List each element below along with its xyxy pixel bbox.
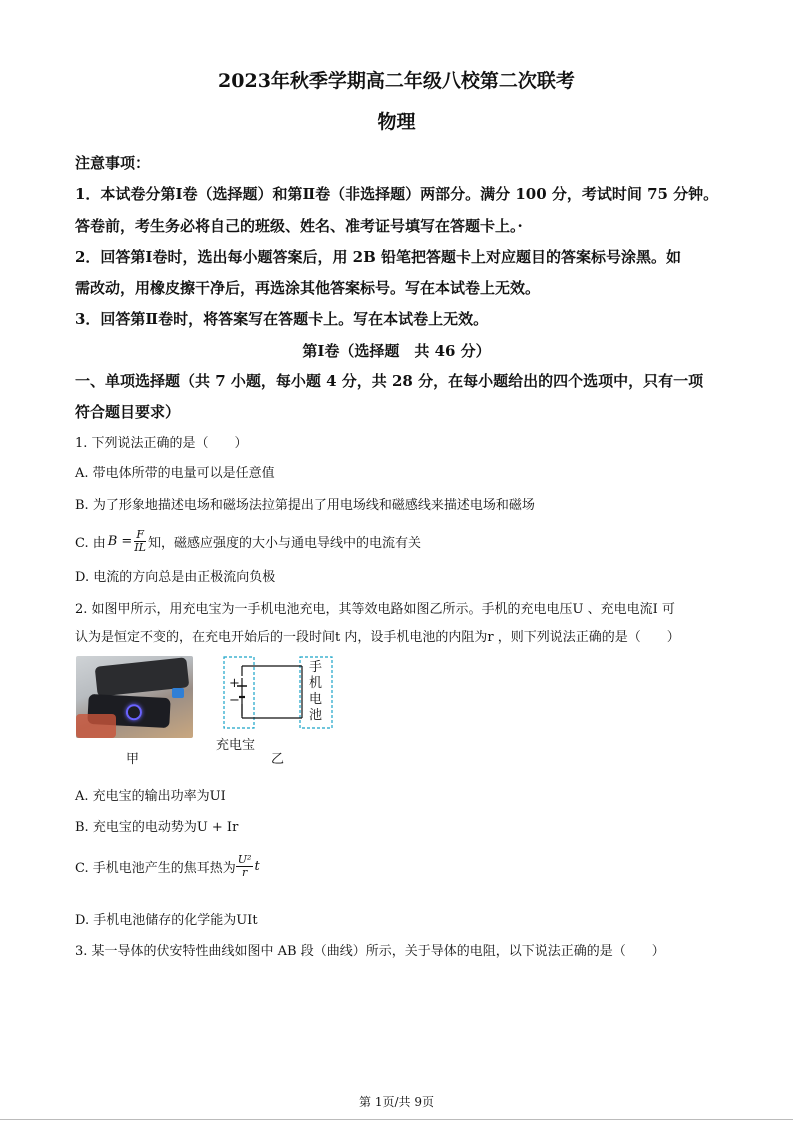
- q2-option-a: A. 充电宝的输出功率为UI: [75, 789, 226, 804]
- circuit-minus-sign: −: [229, 693, 240, 708]
- q1-c-formula-lhs: B =: [107, 533, 133, 549]
- charging-icon: [126, 704, 143, 721]
- q2-stem-line2: 认为是恒定不变的，在充电开始后的一段时间t 内，设手机电池的内阻为r ，则下列说法正确的是（ ）: [75, 630, 680, 645]
- q1-c-denominator: IL: [134, 540, 146, 554]
- figure-label-yi: 乙: [271, 752, 285, 767]
- phone-label-char: 手: [309, 660, 323, 675]
- circuit-plus-sign: +: [229, 676, 240, 691]
- notice-line: 答卷前，考生务必将自己的班级、姓名、准考证号填写在答题卡上。·: [75, 217, 523, 235]
- notice-line: 3．回答第Ⅱ卷时，将答案写在答题卡上。写在本试卷上无效。: [75, 310, 489, 328]
- q2-c-prefix: C. 手机电池产生的焦耳热为: [75, 860, 236, 876]
- q1-option-a: A. 带电体所带的电量可以是任意值: [75, 466, 275, 481]
- notice-line: 需改动，用橡皮擦干净后，再选涂其他答案标号。写在本试卷上无效。: [75, 279, 541, 297]
- figure-label-jia: 甲: [126, 752, 140, 767]
- subject-title: 物理: [377, 111, 416, 133]
- q1-c-numerator: F: [134, 529, 146, 542]
- phone-label-char: 池: [309, 708, 323, 723]
- q1-c-fraction: [134, 529, 146, 554]
- q2-option-c: [75, 848, 260, 884]
- notice-line: 1．本试卷分第Ⅰ卷（选择题）和第Ⅱ卷（非选择题）两部分。满分 100 分，考试时间 75 分钟。: [75, 185, 719, 203]
- power-bank-photo: [76, 656, 193, 738]
- usb-meter-shape: [172, 688, 184, 698]
- q1-option-b: B. 为了形象地描述电场和磁场法拉第提出了用电场线和磁感线来描述电场和磁场: [75, 498, 535, 513]
- part-heading: 一、单项选择题（共 7 小题，每小题 4 分，共 28 分，在每小题给出的四个选项中，只有一项: [75, 372, 704, 390]
- phone-label-char: 机: [309, 676, 323, 691]
- q2-c-numerator: U²: [237, 852, 252, 866]
- q1-c-prefix: C. 由: [75, 535, 106, 551]
- q1-option-d: D. 电流的方向总是由正极流向负极: [75, 570, 276, 585]
- circuit-charger-label: 充电宝: [216, 738, 256, 753]
- q2-c-fraction: [236, 854, 254, 879]
- q2-stem-line1: 2. 如图甲所示，用充电宝为一手机电池充电，其等效电路如图乙所示。手机的充电电压U 、充电电流I 可: [75, 602, 675, 617]
- notice-line: 2．回答第Ⅰ卷时，选出每小题答案后，用 2B 铅笔把答题卡上对应题目的答案标号涂黑。如: [75, 248, 682, 266]
- exam-title: 2023年秋季学期高二年级八校第二次联考: [218, 70, 575, 92]
- phone-label-char: 电: [309, 692, 323, 707]
- q2-option-d: D. 手机电池储存的化学能为UIt: [75, 913, 258, 928]
- q1-option-c: [75, 524, 421, 558]
- part-heading: 符合题目要求）: [75, 403, 181, 421]
- q3-stem: 3. 某一导体的伏安特性曲线如图中 AB 段（曲线）所示，关于导体的电阻，以下说法正确的是（ ）: [75, 944, 665, 959]
- section-title: 第Ⅰ卷（选择题 共 46 分）: [302, 342, 491, 360]
- q1-stem: 1. 下列说法正确的是（ ）: [75, 436, 248, 451]
- page-footer: 第 1页/共 9页: [359, 1095, 434, 1109]
- notice-heading: 注意事项：: [75, 154, 151, 172]
- q1-c-suffix: 知，磁感应强度的大小与通电导线中的电流有关: [147, 535, 421, 551]
- q2-c-suffix: t: [254, 858, 260, 874]
- decor-shape: [76, 714, 116, 738]
- q2-option-b: B. 充电宝的电动势为U + Ir: [75, 820, 239, 835]
- bottom-divider: [0, 1119, 793, 1120]
- q2-c-denominator: r: [241, 865, 248, 879]
- circuit-phone-label: [309, 660, 323, 724]
